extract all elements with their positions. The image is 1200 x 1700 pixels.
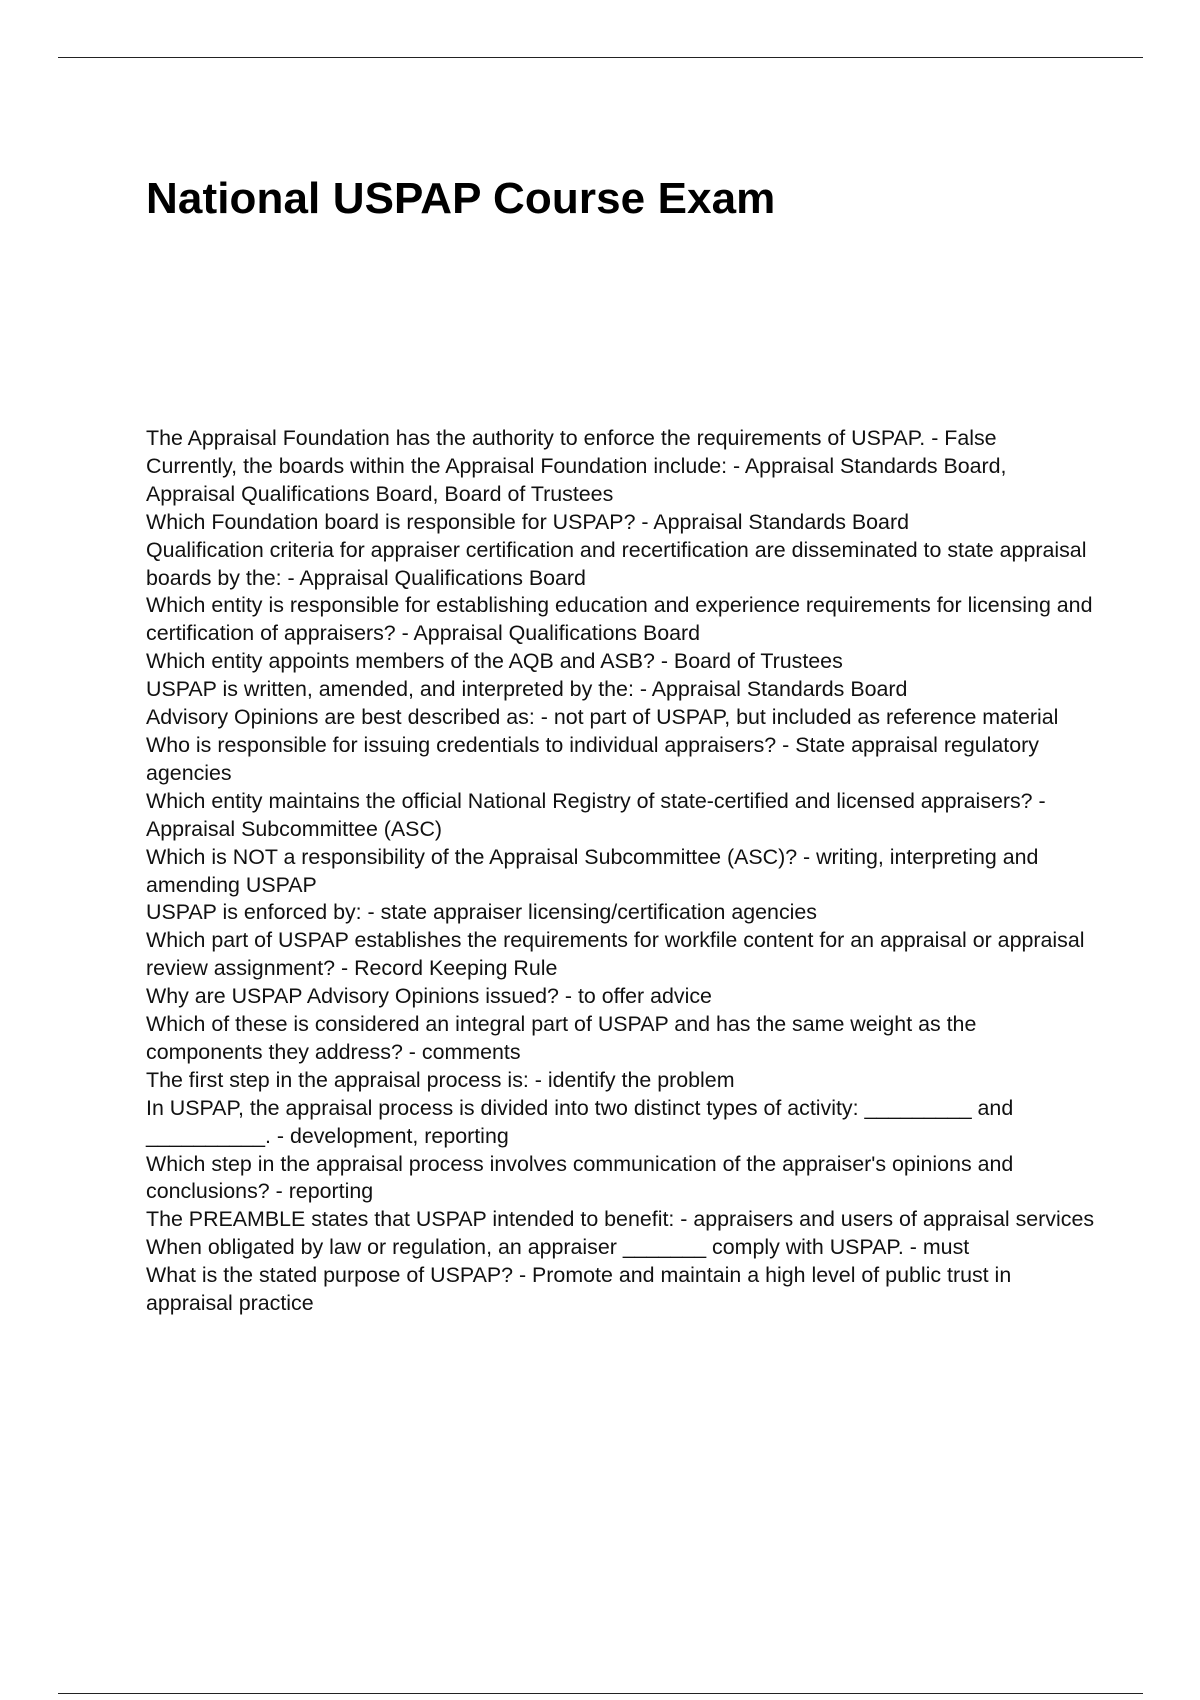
question-text: The first step in the appraisal process is: bbox=[146, 1067, 529, 1092]
list-item bbox=[146, 704, 1096, 732]
answer-text: Record Keeping Rule bbox=[354, 956, 558, 981]
question-text: Which part of USPAP establishes the requirements for workfile content for an appraisal or appraisal review assignment? bbox=[146, 928, 1091, 981]
answer-text: appraisers and users of appraisal services bbox=[693, 1207, 1095, 1232]
question-text: When obligated by law or regulation, an appraiser _______ comply with USPAP. bbox=[146, 1235, 904, 1260]
answer-text: reporting bbox=[288, 1179, 374, 1204]
separator: - bbox=[903, 1235, 923, 1260]
list-item bbox=[146, 1206, 1096, 1234]
answer-text: State appraisal regulatory agencies bbox=[146, 732, 1045, 785]
question-text: Qualification criteria for appraiser certification and recertification are disseminated to state appraisal boards by the: bbox=[146, 537, 1093, 590]
answer-text: Appraisal Qualifications Board bbox=[413, 621, 701, 646]
separator: - bbox=[1032, 788, 1051, 813]
list-item bbox=[146, 592, 1099, 648]
list-item bbox=[146, 509, 1096, 537]
top-rule bbox=[58, 57, 1143, 58]
question-text: In USPAP, the appraisal process is divided into two distinct types of activity: _________ and __________. bbox=[146, 1095, 1020, 1148]
question-text: Which of these is considered an integral part of USPAP and has the same weight as the components they address? bbox=[146, 1012, 983, 1064]
separator: - bbox=[558, 984, 578, 1009]
separator: - bbox=[654, 649, 674, 674]
separator: - bbox=[269, 1179, 289, 1204]
separator: - bbox=[528, 1067, 548, 1092]
list-item bbox=[146, 732, 1096, 788]
separator: - bbox=[402, 1039, 422, 1064]
page-title: National USPAP Course Exam bbox=[146, 174, 776, 223]
question-text: Which entity is responsible for establishing education and experience requirements for licensing and certification of appraisers? bbox=[146, 593, 1099, 646]
bottom-rule bbox=[58, 1693, 1143, 1694]
question-text: What is the stated purpose of USPAP? bbox=[146, 1263, 514, 1288]
qa-list bbox=[146, 425, 1099, 1318]
answer-text: not part of USPAP, but included as reference material bbox=[553, 705, 1059, 730]
separator: - bbox=[513, 1263, 533, 1288]
list-item bbox=[146, 1262, 1096, 1318]
question-text: USPAP is written, amended, and interpreted by the: bbox=[146, 677, 634, 702]
question-text: USPAP is enforced by: bbox=[146, 900, 362, 925]
list-item bbox=[146, 788, 1096, 844]
list-item bbox=[146, 844, 1096, 900]
separator: - bbox=[534, 705, 554, 730]
separator: - bbox=[797, 844, 817, 869]
separator: - bbox=[270, 1123, 290, 1148]
list-item bbox=[146, 425, 1096, 453]
answer-text: Board of Trustees bbox=[673, 649, 843, 674]
answer-text: Appraisal Standards Board, Appraisal Qualifications Board, Board of Trustees bbox=[146, 453, 1012, 506]
separator: - bbox=[674, 1207, 694, 1232]
separator: - bbox=[361, 900, 381, 925]
separator: - bbox=[281, 565, 300, 590]
answer-text: identify the problem bbox=[547, 1067, 735, 1092]
answer-text: Appraisal Qualifications Board bbox=[299, 565, 586, 590]
answer-text: False bbox=[944, 426, 997, 450]
separator: - bbox=[727, 453, 745, 478]
list-item bbox=[146, 927, 1096, 983]
separator: - bbox=[635, 509, 654, 534]
answer-text: comments bbox=[421, 1039, 521, 1064]
answer-text: writing, interpreting and amending USPAP bbox=[146, 844, 1045, 897]
question-text: Currently, the boards within the Appraisal Foundation include: bbox=[146, 453, 728, 478]
question-text: Why are USPAP Advisory Opinions issued? bbox=[146, 984, 559, 1009]
question-text: The PREAMBLE states that USPAP intended to benefit: bbox=[146, 1207, 675, 1232]
question-text: Which step in the appraisal process involves communication of the appraiser's opinions and conclusions? bbox=[146, 1151, 1020, 1204]
list-item bbox=[146, 1234, 1096, 1262]
list-item bbox=[146, 1095, 1096, 1151]
question-text: Which entity appoints members of the AQB and ASB? bbox=[146, 649, 655, 674]
answer-text: Appraisal Standards Board bbox=[651, 677, 908, 702]
answer-text: to offer advice bbox=[577, 984, 712, 1009]
list-item bbox=[146, 676, 1096, 704]
question-text: Which Foundation board is responsible for USPAP? bbox=[146, 509, 636, 534]
list-item bbox=[146, 537, 1096, 593]
question-text: The Appraisal Foundation has the authority to enforce the requirements of USPAP. bbox=[146, 426, 926, 450]
answer-text: Appraisal Subcommittee (ASC) bbox=[146, 816, 443, 841]
answer-text: Promote and maintain a high level of public trust in appraisal practice bbox=[146, 1263, 1018, 1316]
answer-text: development, reporting bbox=[289, 1123, 509, 1148]
list-item bbox=[146, 1067, 1096, 1095]
list-item bbox=[146, 648, 1096, 676]
list-item bbox=[146, 1151, 1096, 1207]
separator: - bbox=[776, 732, 796, 757]
separator: - bbox=[925, 426, 945, 450]
question-text: Which is NOT a responsibility of the Appraisal Subcommittee (ASC)? bbox=[146, 844, 798, 869]
separator: - bbox=[633, 677, 652, 702]
answer-text: Appraisal Standards Board bbox=[653, 509, 909, 534]
list-item bbox=[146, 1011, 1096, 1067]
list-item bbox=[146, 899, 1096, 927]
question-text: Who is responsible for issuing credentials to individual appraisers? bbox=[146, 732, 777, 757]
separator: - bbox=[335, 956, 355, 981]
question-text: Advisory Opinions are best described as: bbox=[146, 705, 535, 730]
list-item bbox=[146, 453, 1096, 509]
answer-text: state appraiser licensing/certification agencies bbox=[380, 900, 817, 925]
question-text: Which entity maintains the official National Registry of state-certified and licensed appraisers? bbox=[146, 788, 1033, 813]
answer-text: must bbox=[922, 1235, 970, 1260]
separator: - bbox=[395, 621, 414, 646]
list-item bbox=[146, 983, 1096, 1011]
